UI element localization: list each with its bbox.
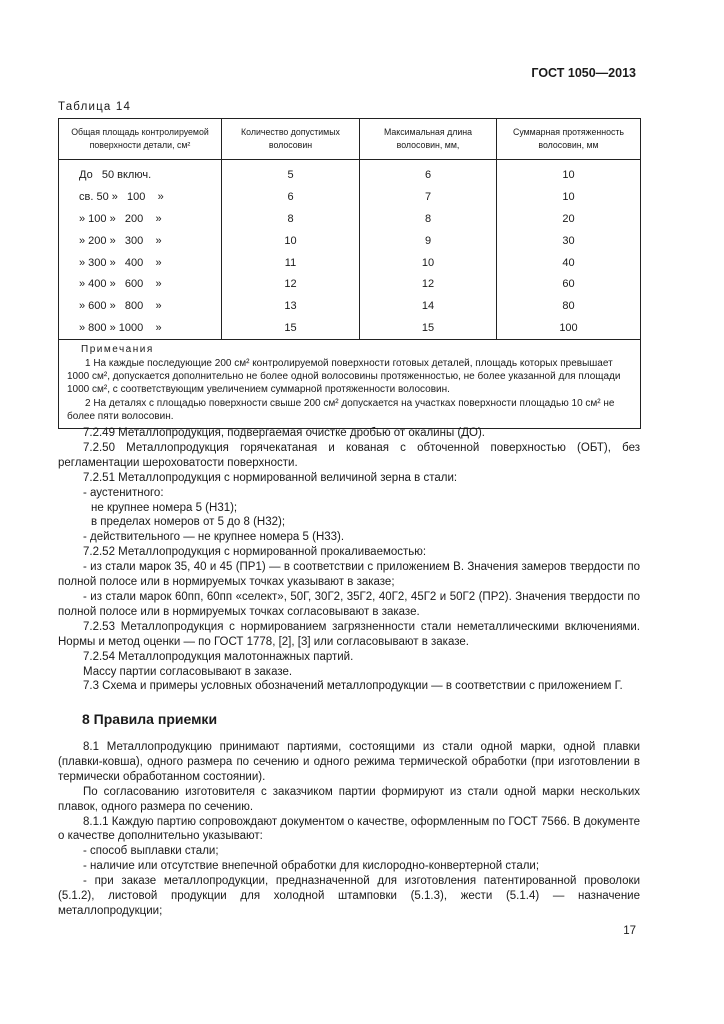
page-number: 17 [623, 925, 636, 937]
table-row [59, 273, 641, 295]
column-header-count: Количество допустимых волосовин [222, 119, 360, 160]
clause-7-2-51-actual: - действительного — не крупнее номера 5 (Н33). [83, 531, 345, 544]
row-count: 15 [222, 317, 360, 339]
row-total-length: 100 [497, 317, 641, 339]
row-max-length: 8 [360, 208, 497, 230]
row-count: 8 [222, 208, 360, 230]
row-count: 12 [222, 273, 360, 295]
row-area: » 400 » 600 » [79, 278, 162, 291]
column-header-total-length: Суммарная протяженность волосовин, мм [497, 119, 641, 160]
row-total-length: 60 [497, 273, 641, 295]
clause-8-1-agreement: По согласованию изготовителя с заказчиком партии формируют из стали одной марки нескольких плавок, одного размера по сечению. [58, 785, 640, 813]
clause-7-2-51-n32: в пределах номеров от 5 до 8 (Н32); [91, 516, 286, 529]
note-1: 1 На каждые последующие 200 см² контролируемой поверхности готовых деталей, площадь которых превышает 1000 см², допускается дополнительно не более одной волосовины протяженностью, не более указанной для площади 1000 см², с соответствующим увеличением суммарной протяженности волосовин. [67, 357, 621, 396]
clause-7-3: 7.3 Схема и примеры условных обозначений металлопродукции — в соответствии с приложением Г. [83, 680, 623, 693]
notes-title: Примечания [81, 344, 154, 356]
clause-7-2-51-n31: не крупнее номера 5 (Н31); [91, 501, 238, 514]
row-count: 6 [222, 186, 360, 208]
clause-7-2-53: 7.2.53 Металлопродукция с нормированием загрязненности стали неметаллическими включениями. Нормы и метод оценки — по ГОСТ 1778, [2], [3] или согласовывают в заказе. [58, 620, 640, 648]
row-area: » 200 » 300 » [79, 234, 162, 247]
clause-7-2-54-mass: Массу партии согласовывают в заказе. [83, 665, 293, 678]
note-2: 2 На деталях с площадью поверхности свыше 200 см² допускается на участках поверхности площадью 10 см² не более пяти волосовин. [67, 397, 615, 423]
row-total-length: 10 [497, 160, 641, 186]
clause-7-2-51: 7.2.51 Металлопродукция с нормированной величиной зерна в стали: [83, 471, 458, 484]
standard-header: ГОСТ 1050—2013 [531, 66, 636, 80]
row-max-length: 10 [360, 252, 497, 274]
row-max-length: 9 [360, 230, 497, 252]
row-total-length: 10 [497, 186, 641, 208]
clause-7-2-50: 7.2.50 Металлопродукция горячекатаная и кованая с обточенной поверхностью (ОБТ), без регламентации шероховатости поверхности. [58, 441, 640, 469]
clause-7-2-52-pr1: - из стали марок 35, 40 и 45 (ПР1) — в соответствии с приложением В. Значения замеров твердости по полной полосе или в нормируемых точках указывают в заказе; [58, 561, 640, 589]
row-area: » 600 » 800 » [79, 300, 162, 313]
clause-8-1-1: 8.1.1 Каждую партию сопровождают документом о качестве, оформленным по ГОСТ 7566. В документе о качестве дополнительно указывают: [58, 815, 640, 843]
column-header-area: Общая площадь контролируемой поверхности детали, см² [59, 119, 222, 160]
row-area: » 100 » 200 » [79, 212, 162, 225]
clause-7-text [58, 426, 640, 694]
clause-8-1-1-treatment: - наличие или отсутствие внепечной обработки для кислородно-конвертерной стали; [83, 860, 540, 873]
clause-7-2-54: 7.2.54 Металлопродукция малотоннажных партий. [83, 650, 354, 663]
row-area: » 800 » 1000 » [79, 322, 162, 335]
clause-8-1: 8.1 Металлопродукцию принимают партиями, состоящими из стали одной марки, одной плавки (плавки-ковша), одного размера по сечению и одного режима термической обработки (при изготовлении в термически обработанном состоянии). [58, 741, 640, 783]
clause-8-1-1-melting: - способ выплавки стали; [83, 845, 219, 858]
row-count: 13 [222, 295, 360, 317]
table-row [59, 252, 641, 274]
table-notes-row [59, 340, 641, 428]
row-count: 10 [222, 230, 360, 252]
row-total-length: 20 [497, 208, 641, 230]
clause-7-2-49: 7.2.49 Металлопродукция, подвергаемая очистке дробью от окалины (ДО). [83, 427, 486, 439]
clause-8-1-1-purpose: - при заказе металлопродукции, предназначенной для изготовления патентированной проволоки (5.1.2), листовой продукции для холодной штамповки (5.1.3), жести (5.1.4) — назначение металлопродукции; [58, 875, 640, 917]
row-total-length: 40 [497, 252, 641, 274]
clause-7-2-51-austenitic: - аустенитного: [83, 486, 164, 499]
row-area: До 50 включ. [79, 168, 152, 181]
table-row [59, 230, 641, 252]
table-row [59, 295, 641, 317]
row-area: св. 50 » 100 » [79, 190, 164, 203]
section-8-heading: 8 Правила приемки [82, 711, 218, 727]
clause-7-2-52-pr2: - из стали марок 60пп, 60пп «селект», 50Г, 30Г2, 35Г2, 40Г2, 45Г2 и 50Г2 (ПР2). Значения твердости по полной полосе или в нормируемых точках согласовывают в заказе. [58, 590, 640, 618]
row-max-length: 12 [360, 273, 497, 295]
hairline-table [58, 118, 641, 429]
table-row [59, 186, 641, 208]
column-header-max-length: Максимальная длина волосовин, мм, [360, 119, 497, 160]
row-max-length: 7 [360, 186, 497, 208]
row-max-length: 14 [360, 295, 497, 317]
table-row [59, 208, 641, 230]
row-max-length: 15 [360, 317, 497, 339]
table-row [59, 317, 641, 339]
row-count: 5 [222, 160, 360, 186]
row-total-length: 30 [497, 230, 641, 252]
row-area: » 300 » 400 » [79, 256, 162, 269]
table-row [59, 160, 641, 186]
table-caption: Таблица 14 [58, 101, 132, 113]
section-8-text [58, 740, 640, 919]
row-max-length: 6 [360, 160, 497, 186]
row-total-length: 80 [497, 295, 641, 317]
table-header-row [59, 119, 641, 160]
clause-7-2-52: 7.2.52 Металлопродукция с нормированной прокаливаемостью: [83, 546, 427, 559]
row-count: 11 [222, 252, 360, 274]
